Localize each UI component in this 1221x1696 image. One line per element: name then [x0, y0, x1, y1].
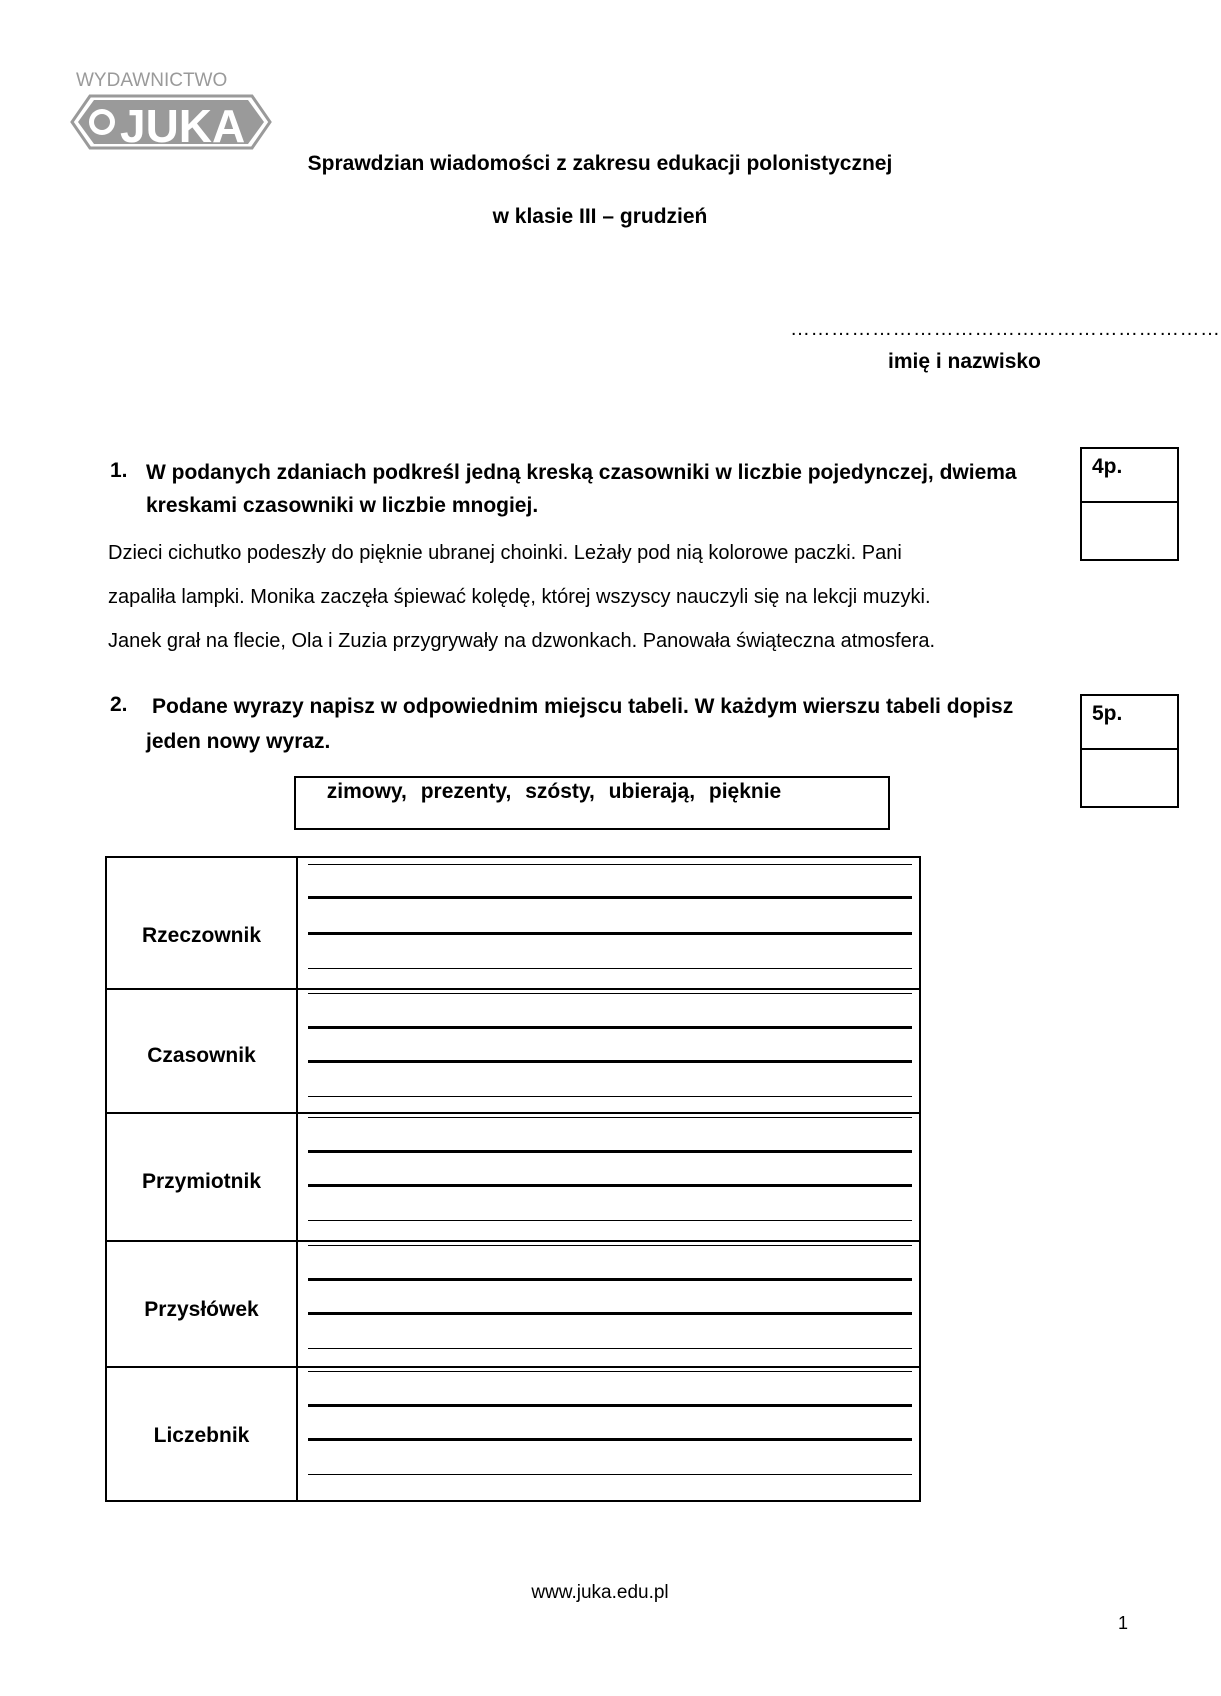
- name-field-dots: ………………………………………………………: [790, 318, 1221, 340]
- writing-line: [308, 1371, 912, 1372]
- writing-line: [308, 1404, 912, 1407]
- row-label-liczebnik: Liczebnik: [153, 1424, 250, 1447]
- task-1-instruction-line-1: W podanych zdaniach podkreśl jedną kreską czasowniki w liczbie pojedynczej, dwiema: [146, 461, 1017, 484]
- task-1-number: 1.: [110, 459, 128, 482]
- row-label-przymiotnik: Przymiotnik: [141, 1170, 262, 1193]
- parts-of-speech-table: [105, 856, 921, 1502]
- writing-line: [308, 896, 912, 899]
- task-2-instruction-line-1: Podane wyrazy napisz w odpowiednim miejscu tabeli. W każdym wierszu tabeli dopisz: [152, 695, 1014, 718]
- page-number: 1: [1118, 1613, 1129, 1633]
- writing-line: [308, 993, 912, 994]
- task-2-score-box: [1080, 694, 1179, 808]
- writing-line: [308, 1026, 912, 1029]
- writing-line: [308, 1220, 912, 1221]
- publisher-logo: [72, 68, 278, 152]
- writing-line: [308, 1150, 912, 1153]
- task-1-score-box: [1080, 447, 1179, 561]
- task-1-text-line-1: Dzieci cichutko podeszły do pięknie ubranej choinki. Leżały pod nią kolorowe paczki. Pani: [108, 542, 902, 564]
- row-label-przyslowek: Przysłówek: [144, 1298, 259, 1321]
- row-label-rzeczownik: Rzeczownik: [141, 924, 262, 947]
- word-bank-text: zimowy, prezenty, szósty, ubierają, pięknie: [326, 780, 782, 803]
- footer-url: www.juka.edu.pl: [531, 1582, 669, 1603]
- task-2-instruction-line-2: jeden nowy wyraz.: [146, 730, 331, 753]
- writing-line: [308, 1312, 912, 1315]
- table-row-przymiotnik: [107, 1114, 919, 1240]
- table-row-liczebnik: [107, 1368, 919, 1500]
- writing-line: [308, 1438, 912, 1441]
- table-row-czasownik: [107, 990, 919, 1112]
- writing-line: [308, 1474, 912, 1475]
- writing-line: [308, 1060, 912, 1063]
- writing-line: [308, 1096, 912, 1097]
- writing-line: [308, 1245, 912, 1246]
- writing-line: [308, 1348, 912, 1349]
- logo-top-text: WYDAWNICTWO: [76, 70, 228, 91]
- writing-line: [308, 968, 912, 969]
- task-1-text-line-3: Janek grał na flecie, Ola i Zuzia przygrywały na dzwonkach. Panowała świąteczna atmosfera.: [108, 630, 936, 652]
- writing-line: [308, 864, 912, 865]
- task-2-points: 5p.: [1082, 696, 1177, 750]
- writing-line: [308, 1117, 912, 1118]
- test-subtitle: w klasie III – grudzień: [492, 205, 708, 228]
- table-row-przyslowek: [107, 1242, 919, 1366]
- logo-main-text: JUKA: [120, 100, 246, 152]
- row-label-czasownik: Czasownik: [147, 1044, 256, 1067]
- task-2-number: 2.: [110, 693, 128, 716]
- task-1-text-line-2: zapaliła lampki. Monika zaczęła śpiewać kolędę, której wszyscy nauczyli się na lekcji muzyki.: [108, 586, 931, 608]
- task-1-instruction-line-2: kreskami czasowniki w liczbie mnogiej.: [146, 494, 539, 517]
- writing-line: [308, 932, 912, 935]
- writing-line: [308, 1278, 912, 1281]
- writing-line: [308, 1184, 912, 1187]
- juka-logo-graphic: [72, 68, 278, 152]
- name-field-label: imię i nazwisko: [888, 350, 1041, 373]
- task-1-points: 4p.: [1082, 449, 1177, 503]
- table-row-rzeczownik: [107, 858, 919, 988]
- test-title: Sprawdzian wiadomości z zakresu edukacji polonistycznej: [307, 152, 893, 175]
